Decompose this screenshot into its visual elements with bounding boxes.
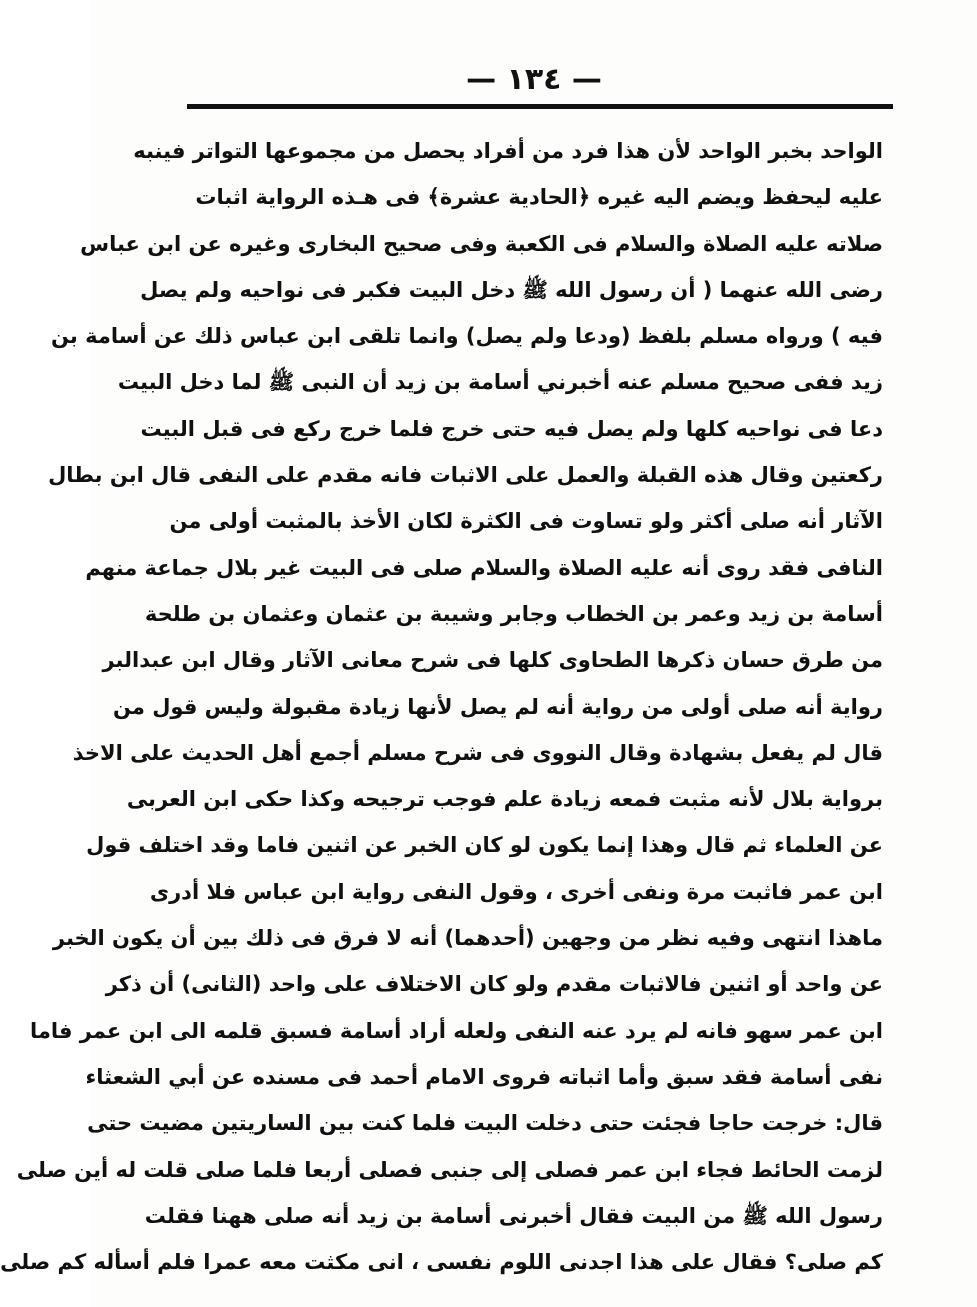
text-line-19: عن واحد أو اثنين فالاثبات مقدم ولو كان الاختلاف على واحد (الثانى) أن ذكر (105, 972, 883, 997)
text-line-6: زيد ففى صحيح مسلم عنه أخبرني أسامة بن زيد أن النبى ﷺ لما دخل البيت (117, 370, 883, 395)
text-line-24: رسول الله ﷺ من البيت فقال أخبرنى أسامة بن زيد أنه صلى ههنا فقلت (144, 1203, 883, 1228)
text-line-15: برواية بلال لأنه مثبت فمعه زيادة علم فوجب ترجيحه وكذا حكى ابن العربى (126, 787, 883, 812)
text-line-13: رواية أنه صلى أولى من رواية أنه لم يصل لأنها زيادة مقبولة وليس قول من (113, 694, 883, 719)
text-line-12: من طرق حسان ذكرها الطحاوى كلها فى شرح معانى الآثار وقال ابن عبدالبر (102, 648, 883, 673)
text-line-10: النافى فقد روى أنه عليه الصلاة والسلام صلى فى البيت غير بلال جماعة منهم (85, 555, 883, 580)
header-rule (187, 104, 893, 109)
page-number: — ١٣٤ — (466, 62, 602, 97)
text-line-5: فيه ) ورواه مسلم بلفظ (ودعا ولم يصل) وانما تلقى ابن عباس ذلك عن أسامة بن (51, 324, 883, 349)
text-line-20: ابن عمر سهو فانه لم يرد عنه النفى ولعله أراد أسامة فسبق قلمه الى ابن عمر فاما (29, 1018, 883, 1043)
text-line-9: الآثار أنه صلى أكثر ولو تساوت فى الكثرة لكان الأخذ بالمثبت أولى من (169, 509, 883, 534)
text-line-7: دعا فى نواحيه كلها ولم يصل فيه حتى خرج فلما خرج ركع فى قبل البيت (140, 416, 883, 441)
text-line-11: أسامة بن زيد وعمر بن الخطاب وجابر وشيبة بن عثمان وعثمان بن طلحة (144, 601, 883, 626)
text-line-25: كم صلى؟ فقال على هذا اجدنى اللوم نفسى ، انى مكثت معه عمرا فلم أسأله كم صلى (0, 1250, 883, 1275)
text-line-2: عليه ليحفظ ويضم اليه غيره ﴿الحادية عشرة﴾ فى هـذه الرواية اثبات (195, 185, 883, 210)
text-line-3: صلاته عليه الصلاة والسلام فى الكعبة وفى صحيح البخارى وغيره عن ابن عباس (80, 231, 883, 256)
text-line-23: لزمت الحائط فجاء ابن عمر فصلى إلى جنبى فصلى أربعا فلما صلى قلت له أين صلى (16, 1157, 883, 1182)
text-line-21: نفى أسامة فقد سبق وأما اثباته فروى الامام أحمد فى مسنده عن أبي الشعثاء (85, 1064, 883, 1089)
text-line-1: الواحد بخبر الواحد لأن هذا فرد من أفراد يحصل من مجموعها التواتر فينبه (133, 139, 883, 163)
text-line-22: قال: خرجت حاجا فجئت حتى دخلت البيت فلما كنت بين الساريتين مضيت حتى (87, 1111, 883, 1136)
text-line-17: ابن عمر فاثبت مرة ونفى أخرى ، وقول النفى رواية ابن عباس فلا أدرى (149, 879, 883, 904)
text-line-14: قال لم يفعل بشهادة وقال النووى فى شرح مسلم أجمع أهل الحديث على الاخذ (72, 740, 883, 765)
text-line-4: رضى الله عنهما ( أن رسول الله ﷺ دخل البيت فكبر فى نواحيه ولم يصل (140, 277, 883, 302)
text-line-16: عن العلماء ثم قال وهذا إنما يكون لو كان الخبر عن اثنين فاما وقد اختلف قول (86, 833, 883, 858)
text-line-8: ركعتين وقال هذه القبلة والعمل على الاثبات فانه مقدم على النفى قال ابن بطال (48, 463, 883, 488)
page-body (0, 128, 883, 1285)
text-line-18: ماهذا انتهى وفيه نظر من وجهين (أحدهما) أنه لا فرق فى ذلك بين أن يكون الخبر (52, 926, 883, 951)
